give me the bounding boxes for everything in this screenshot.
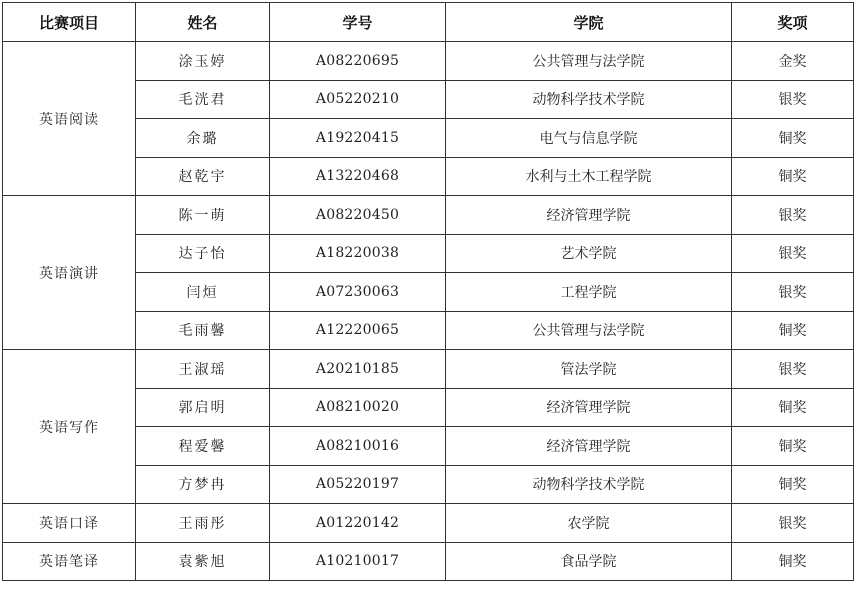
category-cell: 英语笔译 — [3, 542, 136, 581]
category-cell: 英语演讲 — [3, 196, 136, 350]
header-category: 比赛项目 — [3, 3, 136, 42]
student-id-cell: A07230063 — [270, 273, 446, 312]
header-college: 学院 — [446, 3, 732, 42]
student-id-cell: A08220450 — [270, 196, 446, 235]
name-cell: 王淑瑶 — [136, 350, 270, 389]
student-id-cell: A20210185 — [270, 350, 446, 389]
name-cell: 余璐 — [136, 119, 270, 158]
name-cell: 赵乾宇 — [136, 157, 270, 196]
awards-table — [2, 2, 854, 581]
student-id-cell: A05220210 — [270, 80, 446, 119]
student-id-cell: A13220468 — [270, 157, 446, 196]
category-cell: 英语口译 — [3, 504, 136, 543]
table-row — [3, 504, 854, 543]
college-cell: 艺术学院 — [446, 234, 732, 273]
college-cell: 食品学院 — [446, 542, 732, 581]
name-cell: 达子怡 — [136, 234, 270, 273]
college-cell: 水利与土木工程学院 — [446, 157, 732, 196]
award-cell: 银奖 — [732, 350, 854, 389]
name-cell: 毛雨馨 — [136, 311, 270, 350]
award-cell: 铜奖 — [732, 542, 854, 581]
college-cell: 经济管理学院 — [446, 196, 732, 235]
name-cell: 涂玉婷 — [136, 42, 270, 81]
award-cell: 银奖 — [732, 234, 854, 273]
award-cell: 银奖 — [732, 504, 854, 543]
college-cell: 经济管理学院 — [446, 388, 732, 427]
college-cell: 农学院 — [446, 504, 732, 543]
award-cell: 铜奖 — [732, 465, 854, 504]
category-cell: 英语写作 — [3, 350, 136, 504]
award-cell: 银奖 — [732, 196, 854, 235]
college-cell: 动物科学技术学院 — [446, 465, 732, 504]
student-id-cell: A12220065 — [270, 311, 446, 350]
table-row — [3, 42, 854, 81]
table-row — [3, 350, 854, 389]
award-cell: 金奖 — [732, 42, 854, 81]
category-cell: 英语阅读 — [3, 42, 136, 196]
award-cell: 铜奖 — [732, 311, 854, 350]
header-award: 奖项 — [732, 3, 854, 42]
student-id-cell: A05220197 — [270, 465, 446, 504]
award-cell: 铜奖 — [732, 427, 854, 466]
table-row — [3, 542, 854, 581]
name-cell: 毛洸君 — [136, 80, 270, 119]
award-cell: 银奖 — [732, 273, 854, 312]
college-cell: 动物科学技术学院 — [446, 80, 732, 119]
header-name: 姓名 — [136, 3, 270, 42]
student-id-cell: A08210016 — [270, 427, 446, 466]
college-cell: 管法学院 — [446, 350, 732, 389]
award-cell: 银奖 — [732, 80, 854, 119]
student-id-cell: A10210017 — [270, 542, 446, 581]
name-cell: 郭启明 — [136, 388, 270, 427]
college-cell: 公共管理与法学院 — [446, 42, 732, 81]
college-cell: 电气与信息学院 — [446, 119, 732, 158]
college-cell: 公共管理与法学院 — [446, 311, 732, 350]
student-id-cell: A19220415 — [270, 119, 446, 158]
name-cell: 袁紫旭 — [136, 542, 270, 581]
name-cell: 方梦冉 — [136, 465, 270, 504]
student-id-cell: A08220695 — [270, 42, 446, 81]
college-cell: 工程学院 — [446, 273, 732, 312]
student-id-cell: A08210020 — [270, 388, 446, 427]
table-row — [3, 196, 854, 235]
name-cell: 陈一萌 — [136, 196, 270, 235]
student-id-cell: A01220142 — [270, 504, 446, 543]
college-cell: 经济管理学院 — [446, 427, 732, 466]
name-cell: 闫烜 — [136, 273, 270, 312]
award-cell: 铜奖 — [732, 157, 854, 196]
award-cell: 铜奖 — [732, 119, 854, 158]
header-student-id: 学号 — [270, 3, 446, 42]
header-row — [3, 3, 854, 42]
award-cell: 铜奖 — [732, 388, 854, 427]
table-body — [3, 42, 854, 581]
student-id-cell: A18220038 — [270, 234, 446, 273]
name-cell: 王雨彤 — [136, 504, 270, 543]
name-cell: 程爱馨 — [136, 427, 270, 466]
